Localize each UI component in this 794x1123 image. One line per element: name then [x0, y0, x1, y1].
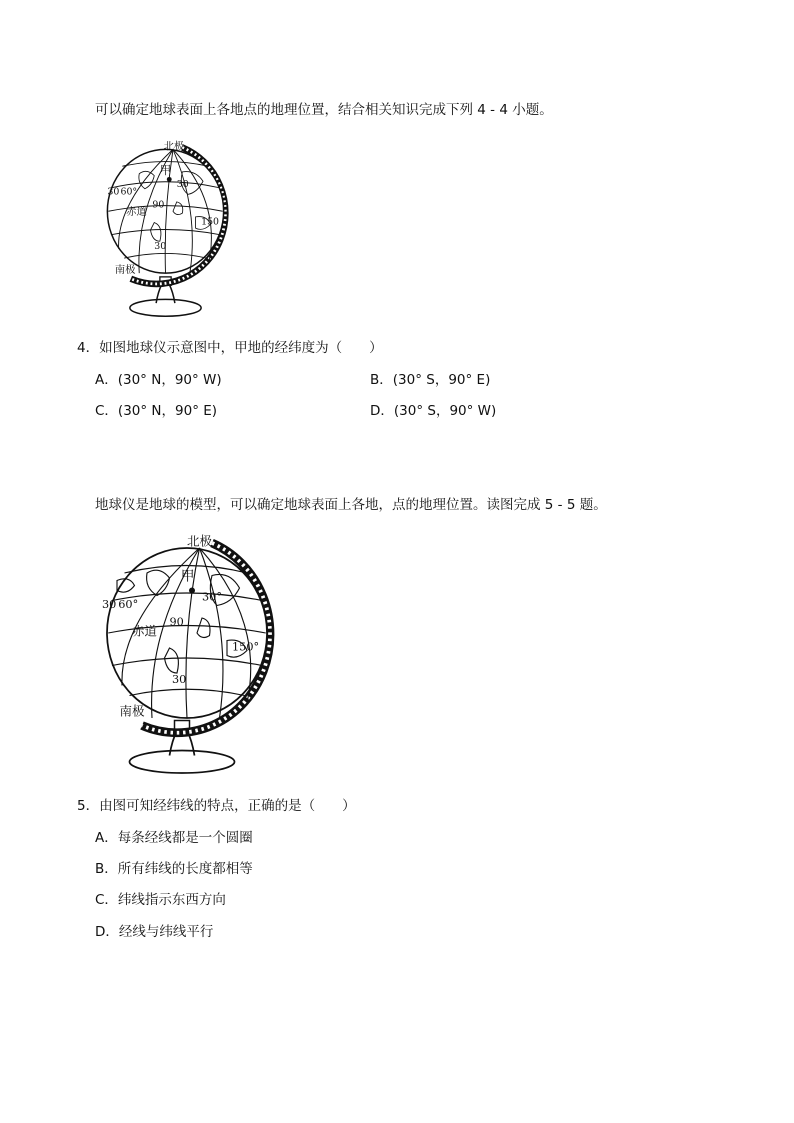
question-5-option-c[interactable]: C．纬线指示东西方向 — [95, 892, 226, 908]
north-pole-label: 北极 — [187, 533, 213, 549]
lon-30-label: 30 — [102, 598, 117, 611]
question-4-stem: 4．如图地球仪示意图中，甲地的经纬度为（ ） — [77, 340, 383, 356]
question-5-option-a[interactable]: A．每条经线都是一个圆圈 — [95, 830, 253, 846]
globe-figure-2 — [92, 528, 292, 783]
lat-30s-label: 30 — [154, 240, 167, 252]
point-jia-label: 甲 — [159, 163, 172, 177]
question-4-option-c[interactable]: C．(30° N，90° E) — [95, 403, 218, 419]
equator-label: 赤道 — [126, 206, 147, 218]
intro-text-2: 地球仪是地球的模型，可以确定地球表面上各地，点的地理位置。读图完成 5 - 5 题。 — [95, 497, 607, 513]
question-4-option-a[interactable]: A．(30° N，90° W) — [95, 372, 222, 388]
question-5-option-d[interactable]: D．经线与纬线平行 — [95, 924, 214, 940]
south-pole-label: 南极 — [119, 703, 145, 719]
lon-60-label: 60° — [120, 186, 138, 198]
point-jia-label: 甲 — [180, 568, 195, 585]
lat-30n-label: 30 — [176, 178, 189, 190]
lat-30n-label: 30° — [202, 590, 222, 604]
lat-30s-label: 30 — [172, 673, 187, 686]
question-5-option-b[interactable]: B．所有纬线的长度都相等 — [95, 861, 253, 877]
south-pole-label: 南极 — [114, 264, 136, 277]
intro-text-1: 可以确定地球表面上各地点的地理位置，结合相关知识完成下列 4 - 4 小题。 — [95, 102, 553, 118]
lon-90-label: 90 — [152, 199, 165, 211]
lon-60-label: 60° — [118, 598, 139, 611]
lon-150-label: 150 — [201, 216, 220, 228]
north-pole-label: 北极 — [163, 140, 185, 153]
globe-figure-1 — [98, 135, 248, 325]
question-4-option-b[interactable]: B．(30° S，90° E) — [370, 372, 491, 388]
lon-30-label: 30 — [107, 186, 120, 198]
equator-label: 赤道 — [132, 623, 158, 639]
lon-90-label: 90 — [169, 615, 184, 629]
lon-150-label: 150° — [232, 640, 260, 654]
question-4-option-d[interactable]: D．(30° S，90° W) — [370, 403, 497, 419]
question-5-stem: 5．由图可知经纬线的特点，正确的是（ ） — [77, 798, 356, 814]
